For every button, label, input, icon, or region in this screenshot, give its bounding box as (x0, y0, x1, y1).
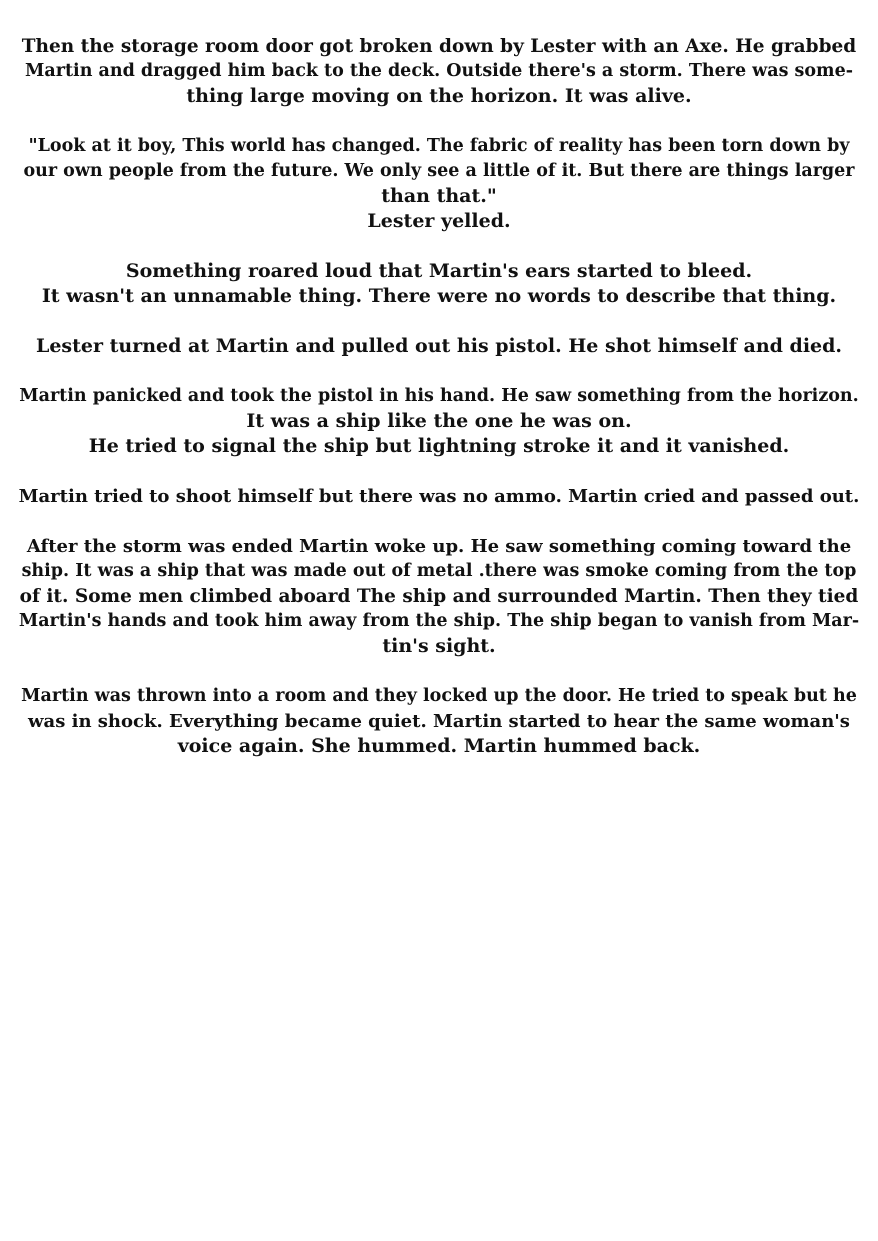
text-line: "Look at it boy, This world has changed. The fabric of reality has been torn down by (28, 136, 850, 156)
paragraph-no-ammo (18, 484, 860, 509)
paragraph-ship-lightning (18, 384, 860, 459)
text-line: It wasn't an unnamable thing. There were no words to describe that thing. (41, 285, 837, 307)
paragraph-axe-and-deck (18, 34, 860, 109)
paragraph-lester-speech (18, 134, 860, 234)
text-line: our own people from the future. We only see a little of it. But there are things larger (23, 161, 855, 181)
text-line: Martin panicked and took the pistol in his hand. He saw something from the horizon. (19, 386, 859, 406)
text-line: Lester yelled. (367, 210, 511, 232)
paragraph-lester-pistol (18, 334, 860, 359)
text-line: Martin's hands and took him away from the ship. The ship began to vanish from Mar- (18, 611, 860, 631)
text-line: After the storm was ended Martin woke up. He saw something coming toward the (26, 536, 852, 557)
text-line: tin's sight. (382, 635, 496, 657)
text-line: than that." (381, 185, 497, 207)
text-line: thing large moving on the horizon. It was alive. (186, 85, 692, 107)
paragraph-metal-ship (18, 534, 860, 659)
text-line: Martin and dragged him back to the deck. Outside there's a storm. There was some- (25, 61, 853, 81)
paragraph-locked-room (18, 684, 860, 759)
text-line: Then the storage room door got broken down by Lester with an Axe. He grabbed (21, 36, 857, 57)
text-line: Martin tried to shoot himself but there was no ammo. Martin cried and passed out. (18, 486, 860, 507)
text-line: of it. Some men climbed aboard The ship and surrounded Martin. Then they tied (19, 586, 859, 607)
text-line: He tried to signal the ship but lightning stroke it and it vanished. (88, 435, 790, 457)
text-line: Something roared loud that Martin's ears started to bleed. (125, 260, 753, 282)
text-line: It was a ship like the one he was on. (246, 410, 632, 432)
text-line: ship. It was a ship that was made out of metal .there was smoke coming from the top (21, 561, 857, 581)
text-line: was in shock. Everything became quiet. Martin started to hear the same woman's (28, 711, 850, 732)
text-line: Lester turned at Martin and pulled out his pistol. He shot himself and died. (35, 335, 843, 357)
text-line: voice again. She hummed. Martin hummed back. (177, 735, 701, 757)
text-line: Martin was thrown into a room and they locked up the door. He tried to speak but he (21, 686, 857, 706)
paragraph-roar (18, 259, 860, 309)
